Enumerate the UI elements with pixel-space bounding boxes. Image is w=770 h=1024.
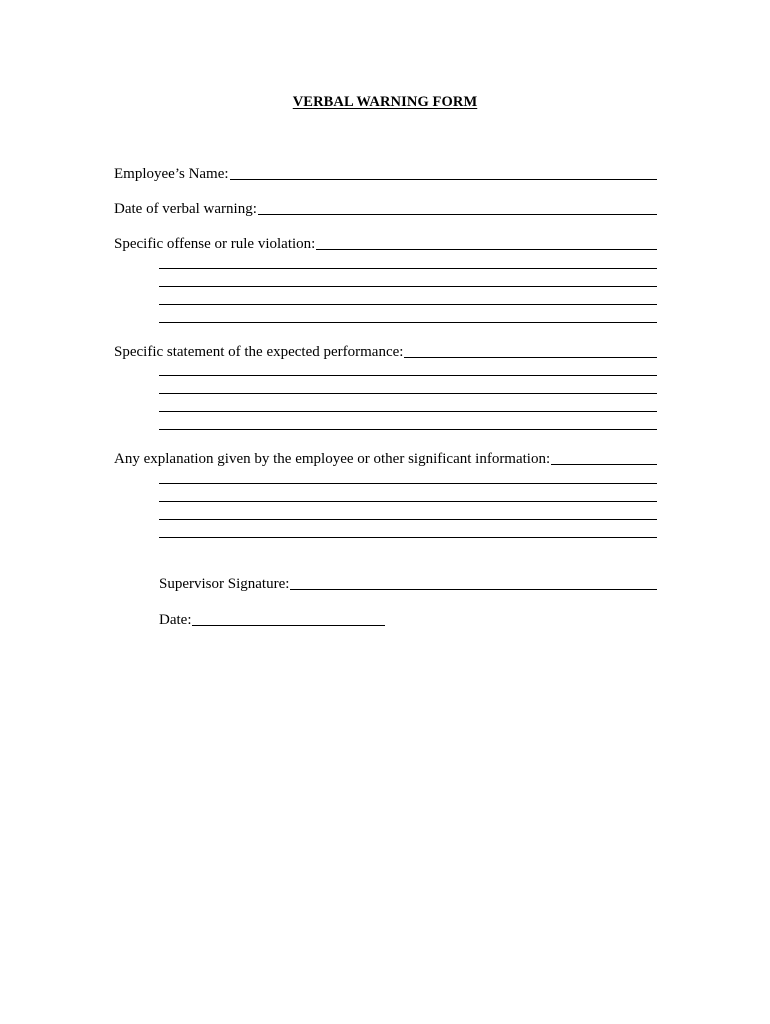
offense-line-2[interactable]	[159, 286, 657, 287]
date-warning-field[interactable]	[258, 213, 657, 215]
offense-label: Specific offense or rule violation:	[114, 236, 316, 252]
expected-performance-row	[114, 341, 657, 361]
supervisor-signature-row	[159, 573, 657, 593]
expected-performance-line-4[interactable]	[159, 429, 657, 430]
expected-performance-field[interactable]	[404, 356, 657, 358]
explanation-row	[114, 448, 657, 468]
expected-performance-line-3[interactable]	[159, 411, 657, 412]
date-warning-label: Date of verbal warning:	[114, 201, 257, 217]
explanation-line-3[interactable]	[159, 519, 657, 520]
offense-line-1[interactable]	[159, 268, 657, 269]
explanation-line-4[interactable]	[159, 537, 657, 538]
form-title: VERBAL WARNING FORM	[292, 94, 478, 110]
supervisor-signature-label: Supervisor Signature:	[159, 576, 290, 592]
expected-performance-label: Specific statement of the expected performance:	[114, 344, 404, 360]
offense-line-3[interactable]	[159, 304, 657, 305]
date-field[interactable]	[192, 624, 385, 626]
employee-name-row	[114, 163, 657, 183]
supervisor-signature-field[interactable]	[290, 588, 657, 590]
employee-name-label: Employee’s Name:	[114, 166, 229, 182]
date-label: Date:	[159, 612, 192, 628]
date-warning-row	[114, 198, 657, 218]
explanation-line-1[interactable]	[159, 483, 657, 484]
offense-row	[114, 233, 657, 253]
explanation-line-2[interactable]	[159, 501, 657, 502]
offense-field[interactable]	[316, 248, 657, 250]
employee-name-field[interactable]	[230, 178, 657, 180]
explanation-label: Any explanation given by the employee or other significant information:	[114, 451, 551, 467]
expected-performance-line-1[interactable]	[159, 375, 657, 376]
explanation-field[interactable]	[551, 463, 657, 465]
offense-line-4[interactable]	[159, 322, 657, 323]
expected-performance-line-2[interactable]	[159, 393, 657, 394]
date-row	[159, 609, 385, 629]
